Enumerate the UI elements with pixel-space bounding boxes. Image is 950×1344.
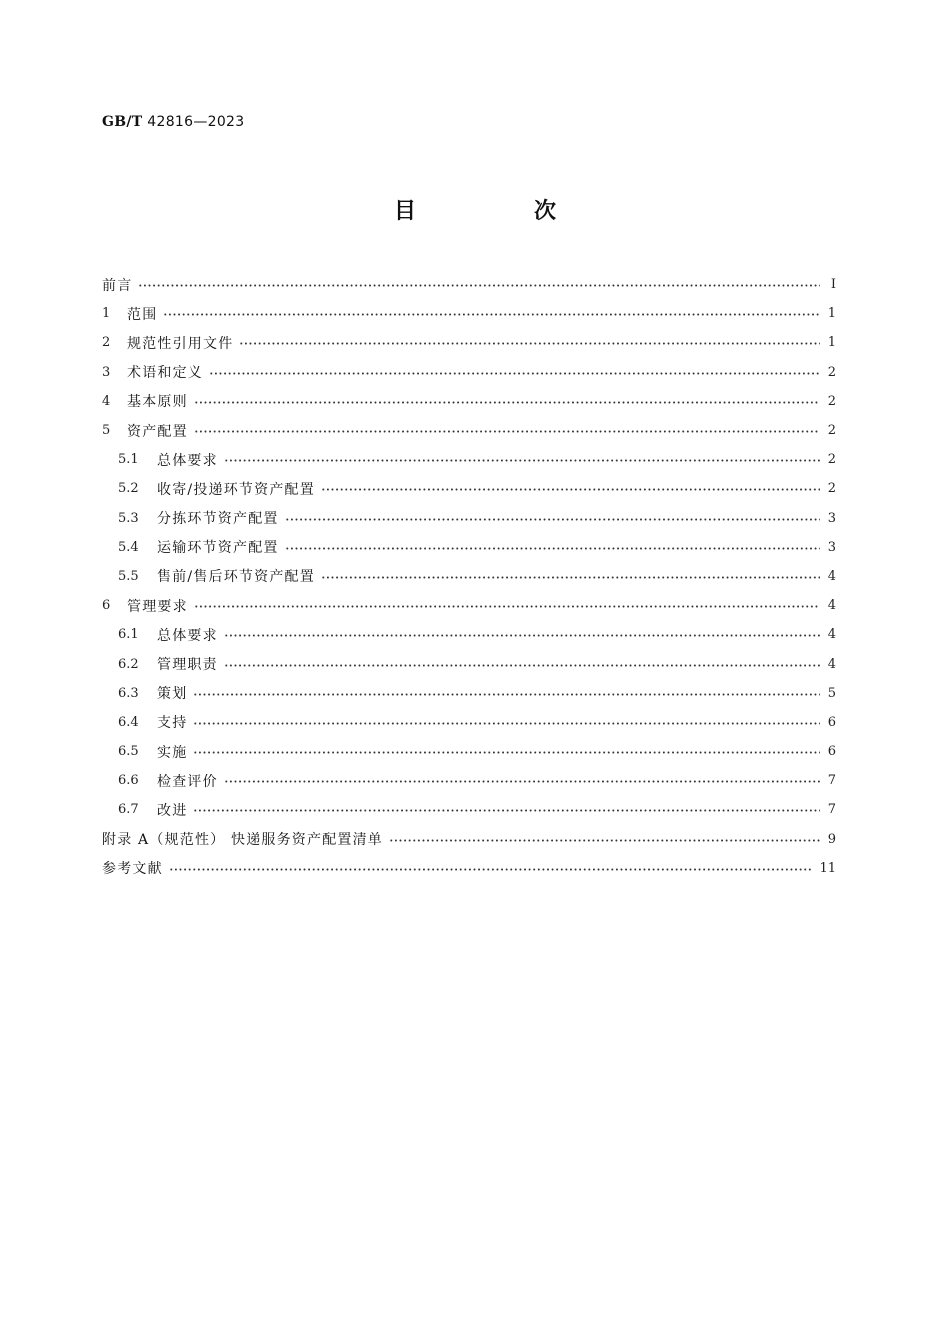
toc-entry-title: 参考文献 xyxy=(102,861,163,878)
toc-entry[interactable] xyxy=(102,504,836,533)
toc-entry[interactable] xyxy=(102,387,836,416)
table-of-contents xyxy=(102,270,836,883)
toc-entry-number: 5.5 xyxy=(118,568,139,584)
toc-entry[interactable] xyxy=(102,416,836,445)
toc-dot-leader xyxy=(389,839,820,842)
toc-entry-title: 术语和定义 xyxy=(127,365,203,382)
toc-dot-leader xyxy=(138,284,820,287)
toc-dot-leader xyxy=(224,664,820,667)
toc-entry-number: 3 xyxy=(102,364,111,380)
toc-entry-number: 6.4 xyxy=(118,714,139,730)
toc-entry-title: 总体要求 xyxy=(157,627,218,644)
toc-page-number: 9 xyxy=(827,831,836,847)
toc-page-number: 4 xyxy=(827,568,836,584)
toc-entry[interactable] xyxy=(102,533,836,562)
toc-entry-number: 5.3 xyxy=(118,510,139,526)
toc-page-number: 2 xyxy=(827,423,836,439)
toc-page-number: 5 xyxy=(827,685,836,701)
toc-entry[interactable] xyxy=(102,766,836,795)
toc-entry-number: 4 xyxy=(102,393,111,409)
toc-dot-leader xyxy=(239,342,820,345)
standard-code: GB/T xyxy=(102,114,143,130)
toc-entry-title: 管理职责 xyxy=(157,657,218,674)
toc-entry-number: 6.3 xyxy=(118,685,139,701)
toc-entry-title: 附录 A（规范性） 快递服务资产配置清单 xyxy=(102,832,384,849)
toc-entry-title: 售前/售后环节资产配置 xyxy=(157,569,315,586)
toc-dot-leader xyxy=(194,605,820,608)
toc-dot-leader xyxy=(224,780,820,783)
toc-entry-title: 前言 xyxy=(102,277,133,294)
toc-dot-leader xyxy=(193,722,820,725)
toc-entry-title: 范围 xyxy=(127,306,158,323)
toc-dot-leader xyxy=(321,488,820,491)
toc-page-number: Ⅰ xyxy=(830,277,836,293)
toc-page-number: 2 xyxy=(827,393,836,409)
toc-page-number: 1 xyxy=(827,306,836,322)
toc-page-number: 3 xyxy=(827,539,836,555)
toc-entry[interactable] xyxy=(102,795,836,824)
toc-dot-leader xyxy=(209,372,820,375)
toc-entry-title: 规范性引用文件 xyxy=(127,335,234,352)
toc-dot-leader xyxy=(194,401,820,404)
toc-entry[interactable] xyxy=(102,679,836,708)
toc-entry-title: 基本原则 xyxy=(127,394,188,411)
toc-dot-leader xyxy=(321,576,820,579)
toc-entry-number: 2 xyxy=(102,335,111,351)
toc-dot-leader xyxy=(169,868,814,871)
toc-entry[interactable] xyxy=(102,591,836,620)
toc-entry[interactable] xyxy=(102,445,836,474)
toc-dot-leader xyxy=(285,518,820,521)
toc-entry-number: 1 xyxy=(102,306,111,322)
toc-entry[interactable] xyxy=(102,562,836,591)
toc-entry[interactable] xyxy=(102,620,836,649)
toc-page-number: 4 xyxy=(827,627,836,643)
toc-dot-leader xyxy=(224,634,820,637)
toc-entry-title: 运输环节资产配置 xyxy=(157,540,279,557)
toc-entry-number: 6.7 xyxy=(118,802,139,818)
toc-entry[interactable] xyxy=(102,649,836,678)
toc-entry[interactable] xyxy=(102,358,836,387)
toc-entry-title: 管理要求 xyxy=(127,598,188,615)
toc-entry-title: 收寄/投递环节资产配置 xyxy=(157,481,315,498)
toc-page-number: 6 xyxy=(827,744,836,760)
toc-dot-leader xyxy=(193,693,820,696)
toc-page-number: 2 xyxy=(827,481,836,497)
toc-entry-number: 6.5 xyxy=(118,744,139,760)
toc-page-number: 6 xyxy=(827,714,836,730)
toc-entry[interactable] xyxy=(102,854,836,883)
toc-entry-title: 策划 xyxy=(157,686,188,703)
toc-entry[interactable] xyxy=(102,299,836,328)
toc-page-number: 7 xyxy=(827,773,836,789)
toc-page-number: 4 xyxy=(827,656,836,672)
toc-dot-leader xyxy=(193,809,820,812)
toc-entry-title: 分拣环节资产配置 xyxy=(157,511,279,528)
toc-entry-title: 检查评价 xyxy=(157,773,218,790)
toc-entry-number: 6.1 xyxy=(118,627,139,643)
toc-entry-number: 5 xyxy=(102,423,111,439)
toc-entry[interactable] xyxy=(102,474,836,503)
toc-entry-number: 6.2 xyxy=(118,656,139,672)
toc-dot-leader xyxy=(224,459,820,462)
standard-number: 42816—2023 xyxy=(147,114,245,130)
toc-page-number: 4 xyxy=(827,598,836,614)
toc-page-number: 3 xyxy=(827,510,836,526)
toc-entry-title: 总体要求 xyxy=(157,452,218,469)
toc-entry[interactable] xyxy=(102,737,836,766)
toc-page-number: 2 xyxy=(827,452,836,468)
toc-entry[interactable] xyxy=(102,270,836,299)
toc-entry-number: 5.2 xyxy=(118,481,139,497)
toc-title: 目 次 xyxy=(393,199,604,224)
toc-page-number: 7 xyxy=(827,802,836,818)
toc-entry-number: 6.6 xyxy=(118,773,139,789)
toc-page-number: 2 xyxy=(827,364,836,380)
toc-entry-number: 6 xyxy=(102,598,111,614)
toc-entry-title: 支持 xyxy=(157,715,188,732)
toc-dot-leader xyxy=(163,313,820,316)
toc-entry-title: 改进 xyxy=(157,802,188,819)
toc-page-number: 1 xyxy=(827,335,836,351)
toc-entry[interactable] xyxy=(102,328,836,357)
toc-entry-title: 资产配置 xyxy=(127,423,188,440)
toc-entry[interactable] xyxy=(102,825,836,854)
document-header xyxy=(102,114,244,130)
toc-dot-leader xyxy=(194,430,820,433)
toc-dot-leader xyxy=(285,547,820,550)
toc-entry[interactable] xyxy=(102,708,836,737)
toc-entry-number: 5.1 xyxy=(118,452,139,468)
toc-entry-number: 5.4 xyxy=(118,539,139,555)
toc-page-number: 11 xyxy=(819,860,836,876)
toc-dot-leader xyxy=(193,751,820,754)
toc-entry-title: 实施 xyxy=(157,744,188,761)
